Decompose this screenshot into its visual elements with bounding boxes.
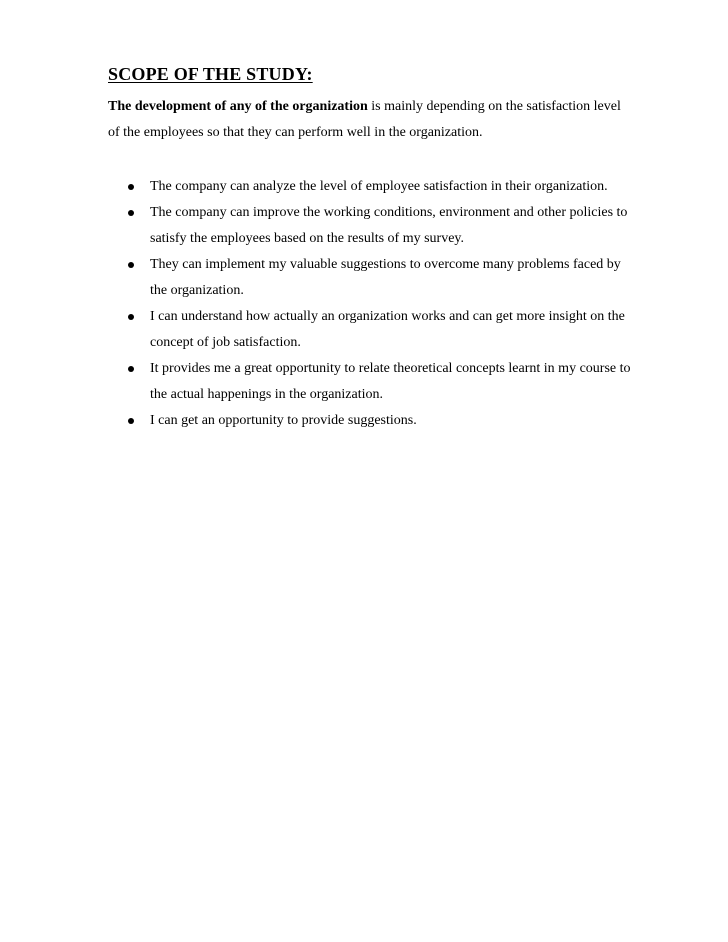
bullet-item xyxy=(0,408,728,434)
bullet-dot-icon xyxy=(128,184,134,190)
bullet-dot-icon xyxy=(128,314,134,320)
intro-bold-lead: The development of any of the organization xyxy=(108,99,368,114)
bullet-line: the organization. xyxy=(150,283,244,298)
bullet-line: the actual happenings in the organization. xyxy=(150,387,384,402)
bullet-line: satisfy the employees based on the results of my survey. xyxy=(150,231,465,246)
section-heading: SCOPE OF THE STUDY: xyxy=(108,64,313,84)
bullet-item xyxy=(0,174,728,200)
bullet-item xyxy=(0,304,728,356)
bullet-line: They can implement my valuable suggestions to overcome many problems faced by xyxy=(150,257,621,272)
bullet-line: The company can analyze the level of employee satisfaction in their organization. xyxy=(150,179,608,194)
bullet-dot-icon xyxy=(128,262,134,268)
bullet-line: It provides me a great opportunity to relate theoretical concepts learnt in my course to xyxy=(150,361,631,376)
bullet-dot-icon xyxy=(128,210,134,216)
bullet-item xyxy=(0,356,728,408)
intro-line-2: of the employees so that they can perform well in the organization. xyxy=(108,125,483,140)
bullet-line: concept of job satisfaction. xyxy=(150,335,301,350)
intro-line-1-rest: is mainly depending on the satisfaction level xyxy=(367,99,621,114)
bullet-item xyxy=(0,252,728,304)
intro-paragraph xyxy=(108,94,648,146)
bullet-item xyxy=(0,200,728,252)
scope-bullet-list xyxy=(0,174,728,434)
bullet-line: I can understand how actually an organization works and can get more insight on the xyxy=(150,309,625,324)
intro-line-1 xyxy=(108,94,648,120)
bullet-dot-icon xyxy=(128,366,134,372)
bullet-dot-icon xyxy=(128,418,134,424)
bullet-line: I can get an opportunity to provide suggestions. xyxy=(150,413,417,428)
bullet-line: The company can improve the working conditions, environment and other policies to xyxy=(150,205,628,220)
